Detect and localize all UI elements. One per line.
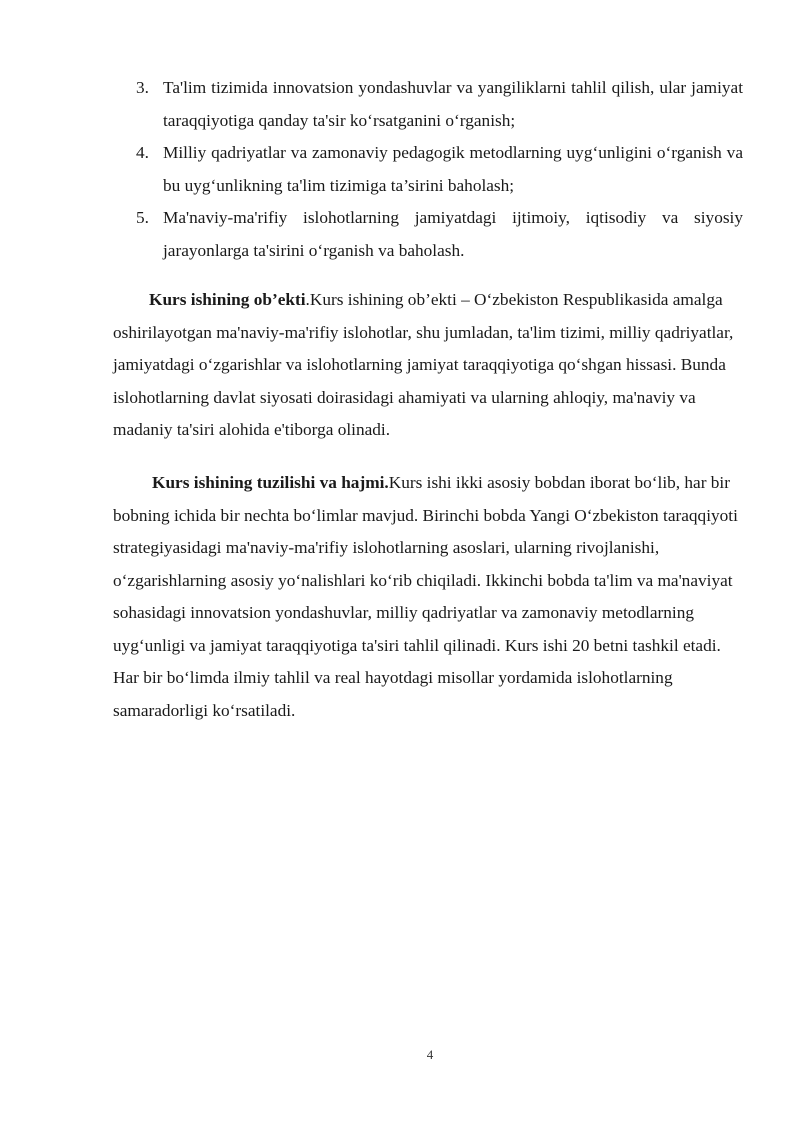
structure-paragraph — [113, 467, 743, 727]
page-number: 4 — [426, 1047, 434, 1062]
object-heading: Kurs ishining ob’ekti — [149, 290, 306, 309]
objectives-list — [113, 72, 743, 267]
structure-text: Kurs ishi ikki asosiy bobdan iborat bo‘lib, har bir bobning ichida bir nechta bo‘limlar mavjud. Birinchi bobda Yangi O‘zbekiston taraqqiyoti strategiyasidagi ma'naviy-ma'rifiy islohotlarning asoslari, ularning rivojlanishi, o‘zgarishlarning asosiy yo‘nalishlari ko‘rib chiqiladi. Ikkinchi bobda ta'lim va ma'naviyat sohasidagi innovatsion yondashuvlar, milliy qadriyatlar va zamonaviy metodlarning uyg‘unligi va jamiyat taraqqiyotiga ta'siri tahlil qilinadi. Kurs ishi 20 betni tashkil etadi. Har bir bo‘limda ilmiy tahlil va real hayotdagi misollar yordamida islohotlarning samaradorligi ko‘rsatiladi. — [113, 473, 738, 720]
object-paragraph — [113, 284, 743, 447]
list-item-number: 5. — [136, 208, 149, 227]
structure-heading: Kurs ishining tuzilishi va hajmi. — [152, 473, 389, 492]
list-item — [113, 72, 743, 137]
list-item-number: 3. — [136, 78, 149, 97]
list-item — [113, 202, 743, 267]
list-item-text: Ma'naviy-ma'rifiy islohotlarning jamiyatdagi ijtimoiy, iqtisodiy va siyosiy jarayonlarga ta'sirini o‘rganish va baholash. — [163, 208, 743, 260]
list-item — [113, 137, 743, 202]
object-text: .Kurs ishining ob’ekti – O‘zbekiston Respublikasida amalga oshirilayotgan ma'naviy-ma'rifiy islohotlar, shu jumladan, ta'lim tizimi, milliy qadriyatlar, jamiyatdagi o‘zgarishlar va islohotlarning jamiyat taraqqiyotiga qo‘shgan hissasi. Bunda islohotlarning davlat siyosati doirasidagi ahamiyati va ularning ahloqiy, ma'naviy va madaniy ta'siri alohida e'tiborga olinadi. — [113, 290, 734, 439]
list-item-number: 4. — [136, 143, 149, 162]
list-item-text: Ta'lim tizimida innovatsion yondashuvlar va yangiliklarni tahlil qilish, ular jamiyat taraqqiyotiga qanday ta'sir ko‘rsatganini o‘rganish; — [163, 78, 743, 130]
list-item-text: Milliy qadriyatlar va zamonaviy pedagogik metodlarning uyg‘unligini o‘rganish va bu uyg‘unlikning ta'lim tizimiga ta’sirini baholash; — [163, 143, 743, 195]
